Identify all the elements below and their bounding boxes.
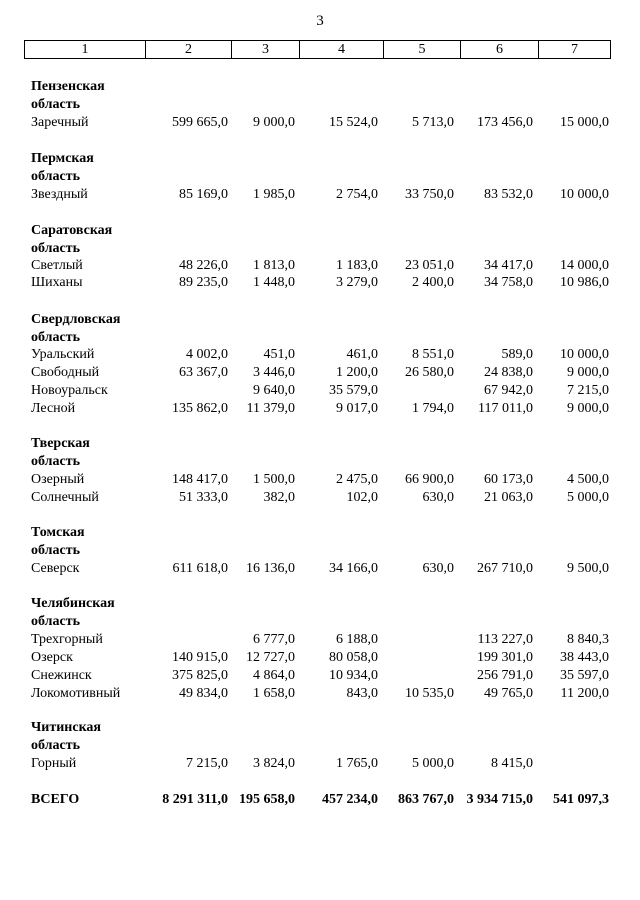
cell-col-2: 85 169,0	[179, 187, 228, 202]
cell-col-5: 1 794,0	[412, 401, 454, 416]
column-header-6: 6	[460, 41, 538, 58]
cell-col-2: 140 915,0	[172, 650, 228, 665]
total-col-4: 457 234,0	[322, 792, 378, 807]
cell-col-3: 6 777,0	[253, 632, 295, 647]
cell-col-3: 1 813,0	[253, 258, 295, 273]
settlement-name: Горный	[31, 756, 77, 771]
region-title: Томская область	[31, 525, 85, 558]
cell-col-7: 14 000,0	[560, 258, 609, 273]
table-row	[0, 489, 640, 507]
table-row	[0, 186, 640, 204]
settlement-name: Трехгорный	[31, 632, 103, 647]
settlement-name: Шиханы	[31, 275, 83, 290]
settlement-name: Свободный	[31, 365, 100, 380]
total-col-6: 3 934 715,0	[466, 792, 533, 807]
cell-col-4: 10 934,0	[329, 668, 378, 683]
region-title: Тверская область	[31, 436, 90, 469]
column-header-row	[24, 40, 611, 59]
table-row	[0, 631, 640, 649]
cell-col-2: 599 665,0	[172, 115, 228, 130]
cell-col-6: 256 791,0	[477, 668, 533, 683]
cell-col-4: 6 188,0	[336, 632, 378, 647]
cell-col-6: 117 011,0	[478, 401, 533, 416]
table-row	[0, 471, 640, 489]
cell-col-3: 1 658,0	[253, 686, 295, 701]
total-col-2: 8 291 311,0	[162, 792, 228, 807]
table-row	[0, 400, 640, 418]
total-col-3: 195 658,0	[239, 792, 295, 807]
settlement-name: Озерск	[31, 650, 73, 665]
region-title: Читинская область	[31, 720, 101, 753]
cell-col-3: 12 727,0	[246, 650, 295, 665]
cell-col-5: 2 400,0	[412, 275, 454, 290]
cell-col-2: 49 834,0	[179, 686, 228, 701]
cell-col-4: 15 524,0	[329, 115, 378, 130]
settlement-name: Локомотивный	[31, 686, 121, 701]
cell-col-5: 10 535,0	[405, 686, 454, 701]
cell-col-6: 34 417,0	[484, 258, 533, 273]
table-row	[0, 346, 640, 364]
total-row	[0, 791, 640, 809]
cell-col-3: 1 985,0	[253, 187, 295, 202]
settlement-name: Северск	[31, 561, 80, 576]
cell-col-7: 35 597,0	[560, 668, 609, 683]
total-col-5: 863 767,0	[398, 792, 454, 807]
table-row	[0, 114, 640, 132]
cell-col-6: 60 173,0	[484, 472, 533, 487]
cell-col-3: 451,0	[263, 347, 295, 362]
cell-col-6: 173 456,0	[477, 115, 533, 130]
cell-col-6: 21 063,0	[484, 490, 533, 505]
cell-col-5: 5 713,0	[412, 115, 454, 130]
cell-col-3: 4 864,0	[253, 668, 295, 683]
cell-col-3: 382,0	[263, 490, 295, 505]
cell-col-7: 15 000,0	[560, 115, 609, 130]
cell-col-4: 102,0	[346, 490, 378, 505]
cell-col-7: 7 215,0	[567, 383, 609, 398]
cell-col-7: 5 000,0	[567, 490, 609, 505]
cell-col-5: 630,0	[422, 490, 454, 505]
cell-col-4: 9 017,0	[336, 401, 378, 416]
cell-col-3: 1 448,0	[253, 275, 295, 290]
cell-col-4: 1 200,0	[336, 365, 378, 380]
cell-col-2: 148 417,0	[172, 472, 228, 487]
cell-col-2: 51 333,0	[179, 490, 228, 505]
cell-col-7: 10 986,0	[560, 275, 609, 290]
region-title: Пермская область	[31, 151, 94, 184]
column-header-5: 5	[383, 41, 460, 58]
cell-col-3: 3 824,0	[253, 756, 295, 771]
table-row	[0, 364, 640, 382]
cell-col-6: 24 838,0	[484, 365, 533, 380]
cell-col-6: 199 301,0	[477, 650, 533, 665]
settlement-name: Лесной	[31, 401, 76, 416]
cell-col-7: 9 500,0	[567, 561, 609, 576]
column-header-7: 7	[538, 41, 610, 58]
region-title: Свердловская область	[31, 312, 121, 345]
cell-col-6: 34 758,0	[484, 275, 533, 290]
total-col-7: 541 097,3	[553, 792, 609, 807]
table-row	[0, 382, 640, 400]
settlement-name: Заречный	[31, 115, 89, 130]
cell-col-3: 1 500,0	[253, 472, 295, 487]
cell-col-4: 1 183,0	[336, 258, 378, 273]
cell-col-7: 9 000,0	[567, 365, 609, 380]
cell-col-2: 63 367,0	[179, 365, 228, 380]
cell-col-7: 38 443,0	[560, 650, 609, 665]
table-row	[0, 667, 640, 685]
page-number: 3	[316, 13, 324, 29]
cell-col-2: 89 235,0	[179, 275, 228, 290]
cell-col-4: 2 754,0	[336, 187, 378, 202]
settlement-name: Уральский	[31, 347, 95, 362]
settlement-name: Снежинск	[31, 668, 92, 683]
cell-col-5: 66 900,0	[405, 472, 454, 487]
cell-col-6: 83 532,0	[484, 187, 533, 202]
settlement-name: Звездный	[31, 187, 88, 202]
column-header-2: 2	[145, 41, 231, 58]
cell-col-5: 23 051,0	[405, 258, 454, 273]
column-header-3: 3	[231, 41, 299, 58]
settlement-name: Новоуральск	[31, 383, 108, 398]
cell-col-4: 35 579,0	[329, 383, 378, 398]
cell-col-6: 49 765,0	[484, 686, 533, 701]
cell-col-4: 461,0	[346, 347, 378, 362]
cell-col-7: 10 000,0	[560, 187, 609, 202]
cell-col-3: 9 000,0	[253, 115, 295, 130]
cell-col-7: 4 500,0	[567, 472, 609, 487]
total-label: ВСЕГО	[31, 792, 80, 807]
table-row	[0, 685, 640, 703]
cell-col-6: 113 227,0	[477, 632, 533, 647]
table-row	[0, 649, 640, 667]
cell-col-2: 135 862,0	[172, 401, 228, 416]
settlement-name: Солнечный	[31, 490, 99, 505]
cell-col-3: 3 446,0	[253, 365, 295, 380]
cell-col-2: 611 618,0	[172, 561, 228, 576]
cell-col-5: 630,0	[422, 561, 454, 576]
table-row	[0, 257, 640, 275]
table-row	[0, 274, 640, 292]
cell-col-3: 16 136,0	[246, 561, 295, 576]
cell-col-5: 8 551,0	[412, 347, 454, 362]
cell-col-5: 5 000,0	[412, 756, 454, 771]
cell-col-4: 1 765,0	[336, 756, 378, 771]
settlement-name: Светлый	[31, 258, 83, 273]
cell-col-7: 10 000,0	[560, 347, 609, 362]
region-title: Пензенская область	[31, 79, 105, 112]
cell-col-6: 589,0	[501, 347, 533, 362]
settlement-name: Озерный	[31, 472, 85, 487]
cell-col-2: 4 002,0	[186, 347, 228, 362]
column-header-4: 4	[299, 41, 383, 58]
cell-col-2: 7 215,0	[186, 756, 228, 771]
cell-col-4: 2 475,0	[336, 472, 378, 487]
cell-col-2: 375 825,0	[172, 668, 228, 683]
cell-col-3: 9 640,0	[253, 383, 295, 398]
cell-col-2: 48 226,0	[179, 258, 228, 273]
table-row	[0, 755, 640, 773]
cell-col-5: 26 580,0	[405, 365, 454, 380]
cell-col-4: 843,0	[346, 686, 378, 701]
cell-col-4: 3 279,0	[336, 275, 378, 290]
cell-col-3: 11 379,0	[246, 401, 295, 416]
cell-col-5: 33 750,0	[405, 187, 454, 202]
region-title: Саратовская область	[31, 223, 113, 256]
cell-col-6: 267 710,0	[477, 561, 533, 576]
cell-col-4: 80 058,0	[329, 650, 378, 665]
cell-col-6: 8 415,0	[491, 756, 533, 771]
region-title: Челябинская область	[31, 596, 115, 629]
cell-col-7: 11 200,0	[560, 686, 609, 701]
cell-col-4: 34 166,0	[329, 561, 378, 576]
cell-col-7: 9 000,0	[567, 401, 609, 416]
cell-col-7: 8 840,3	[567, 632, 609, 647]
table-row	[0, 560, 640, 578]
cell-col-6: 67 942,0	[484, 383, 533, 398]
column-header-1: 1	[81, 42, 89, 57]
